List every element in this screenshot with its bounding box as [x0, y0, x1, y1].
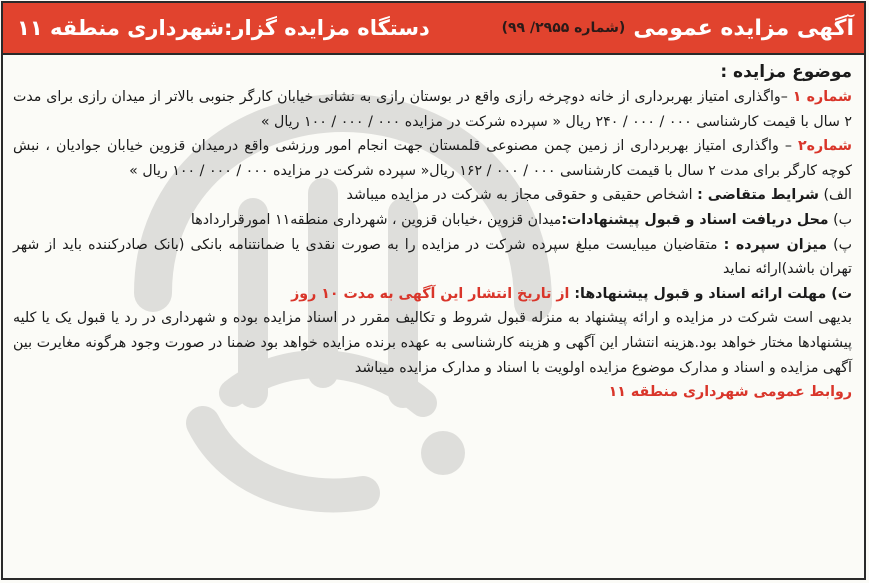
condition-b-label: محل دریافت اسناد و قبول پیشنهادات: — [561, 211, 829, 228]
advertisement-frame — [1, 1, 866, 580]
item-1-label: شماره ۱ — [792, 89, 853, 105]
item-2-label: شماره۲ — [797, 138, 852, 155]
condition-b-text: میدان قزوین ،خیابان قزوین ، شهرداری منطقه۱۱ امورقراردادها — [190, 211, 562, 228]
condition-t-text: از تاریخ انتشار این آگهی به مدت ۱۰ روز — [291, 285, 575, 302]
subject-heading: موضوع مزایده : — [720, 62, 852, 82]
ad-body — [13, 59, 852, 405]
condition-a-label: شرایط متقاضی : — [697, 187, 819, 204]
closing-paragraph: بدیهی است شرکت در مزایده و ارائه پیشنهاد به منزله قبول شروط و تکالیف مقرر در اسناد مزایده بوده و شهرداری در رد یا قبول یک یا کلیه پیشنهادها مختار خواهد بود.هزینه انتشار این آگهی و هزینه کارشناسی به عهده برنده مزایده خواهد بود ضمنا در صورت وجود هرگونه مغایرت بین آگهی مزایده و اسناد و مدارک موضوع مزایده اولویت با اسناد و مدارک مزایده میباشد — [13, 310, 852, 376]
condition-deadline — [13, 282, 852, 307]
ad-number: (شماره ۲۹۵۵/ ۹۹) — [501, 20, 626, 36]
subject-item-1 — [13, 85, 852, 134]
condition-a-prefix: الف) — [819, 187, 852, 204]
condition-applicant — [13, 183, 852, 208]
condition-p-label: میزان سپرده : — [723, 236, 827, 253]
ad-title: آگهی مزایده عمومی — [633, 15, 854, 41]
public-relations-signature: روابط عمومی شهرداری منطقه ۱۱ — [608, 384, 852, 401]
condition-p-text: متقاضیان میبایست مبلغ سپرده شرکت در مزایده را به صورت نقدی یا ضمانتنامه بانکی (بانک صادرکننده باید از شهر تهران باشد)ارائه نماید — [13, 236, 852, 278]
auction-organizer: دستگاه مزایده گزار:شهرداری منطقه ۱۱ — [17, 16, 430, 40]
condition-b-prefix: ب) — [828, 211, 852, 228]
subject-item-2 — [13, 134, 852, 183]
item-1-text: –واگذاری امتیاز بهربرداری از خانه دوچرخه رازی واقع در بوستان رازی به نشانی خیابان کارگر جنوبی بالاتر از میدان رازی برای مدت ۲ سال با قیمت کارشناسی ۰۰۰ / ۰۰۰ / ۲۴۰ ریال « سپرده شرکت در مزایده ۰۰۰ / ۰۰۰ / ۱۰۰ ریال » — [13, 89, 852, 130]
condition-p-prefix: پ) — [826, 236, 852, 253]
ad-header-bar — [3, 3, 864, 55]
item-2-text: – واگذاری امتیاز بهربرداری از زمین چمن مصنوعی قلمستان جهت انجام امور ورزشی واقع درمیدان قزوین خیابان جوادیان ، نبش کوچه کارگر برای مدت ۲ سال با قیمت کارشناسی ۰۰۰ / ۰۰۰ / ۱۶۲ ریال« سپرده شرکت در مزایده ۰۰۰ / ۰۰۰ / ۱۰۰ ریال » — [13, 138, 852, 179]
condition-t-prefix: ت) — [826, 285, 852, 302]
condition-documents-location — [13, 208, 852, 233]
condition-deposit — [13, 233, 852, 282]
condition-t-label: مهلت ارائه اسناد و قبول پیشنهادها: — [574, 285, 827, 302]
condition-a-text: اشخاص حقیقی و حقوقی مجاز به شرکت در مزایده میباشد — [346, 187, 698, 204]
